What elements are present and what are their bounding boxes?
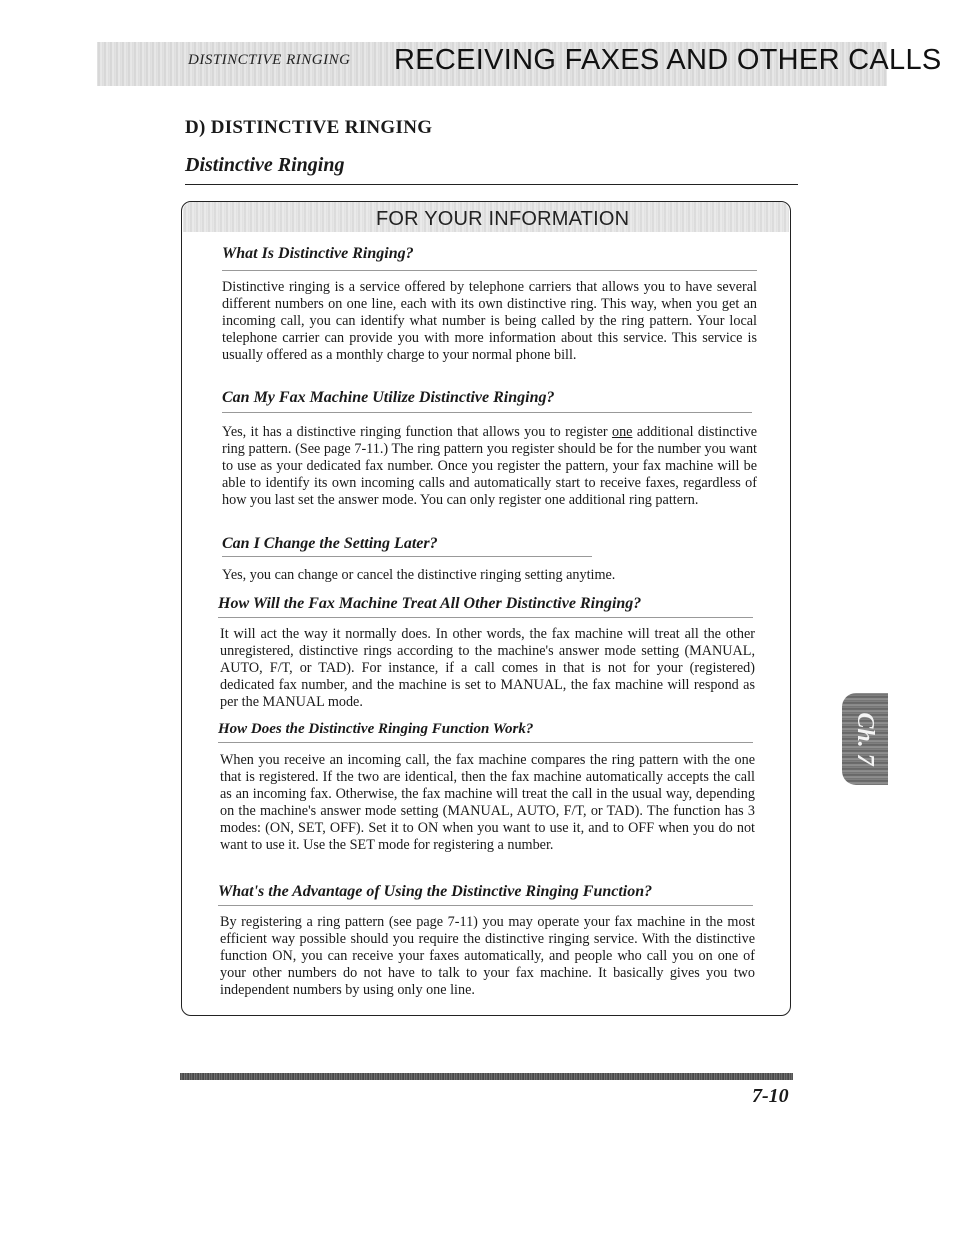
faq-rule bbox=[218, 617, 753, 618]
faq-rule bbox=[222, 412, 752, 413]
faq-rule bbox=[222, 556, 592, 557]
faq-question: What Is Distinctive Ringing? bbox=[222, 245, 414, 262]
chapter-title: RECEIVING FAXES AND OTHER CALLS bbox=[394, 44, 942, 76]
page-number: 7-10 bbox=[752, 1085, 789, 1107]
faq-answer: Distinctive ringing is a service offered by telephone carriers that allows you to have several different numbers on one line, each with its own distinctive ring. This way, when you get an incoming call, you can identify what number is being called by the ring pattern. Your local telephone carrier can provide you with more information about this service. This service is usually offered as a monthly charge to your normal phone bill. bbox=[222, 279, 757, 363]
faq-answer-part: Yes, it has a distinctive ringing function that allows you to register bbox=[222, 424, 612, 440]
faq-answer: Yes, you can change or cancel the distinctive ringing setting anytime. bbox=[222, 567, 616, 583]
info-box-title: FOR YOUR INFORMATION bbox=[376, 208, 630, 230]
faq-rule bbox=[218, 905, 753, 906]
chapter-tab-label: Ch. 7 bbox=[852, 712, 879, 766]
sub-heading: Distinctive Ringing bbox=[185, 154, 345, 176]
faq-question: What's the Advantage of Using the Distinctive Ringing Function? bbox=[218, 883, 653, 900]
faq-question: How Will the Fax Machine Treat All Other Distinctive Ringing? bbox=[218, 595, 642, 612]
faq-rule bbox=[222, 270, 757, 271]
faq-question: How Does the Distinctive Ringing Function Work? bbox=[218, 721, 534, 737]
faq-rule bbox=[218, 742, 753, 743]
sub-heading-rule bbox=[185, 184, 798, 185]
footer-bar bbox=[180, 1073, 793, 1080]
faq-answer-part: additional distinctive ring pattern. (See page 7-11.) The ring pattern you register should be for the number you want to use as your dedicated fax number. Once you register the pattern, your fax machine will be able to identify its own incoming calls and automatically start to receive faxes, regardless of how you last set the answer mode. You can only register one additional ring pattern. bbox=[222, 424, 757, 508]
faq-answer bbox=[222, 424, 757, 509]
faq-answer: It will act the way it normally does. In other words, the fax machine will treat all the other unregistered, distinctive rings according to the machine's answer mode setting (MANUAL, AUTO, F/T, or TAD). For instance, if a call comes in that is not for your (registered) dedicated fax number, and the machine is set to MANUAL, the fax machine will respond as per the MANUAL mode. bbox=[220, 626, 755, 710]
section-heading: D) DISTINCTIVE RINGING bbox=[185, 117, 433, 138]
faq-answer: When you receive an incoming call, the fax machine compares the ring pattern with the one that is registered. If the two are identical, then the fax machine automatically accepts the call as an incoming fax. Otherwise, the fax machine will treat the call in the usual way, depending on the machine's answer mode setting (MANUAL, AUTO, F/T, or TAD). The function has 3 modes: (ON, SET, OFF). Set it to ON when you want to use it, and to OFF when you do not want to use it. Use the SET mode for registering a number. bbox=[220, 752, 755, 853]
header-section-label: DISTINCTIVE RINGING bbox=[188, 52, 351, 68]
faq-question: Can My Fax Machine Utilize Distinctive Ringing? bbox=[222, 389, 555, 406]
faq-answer-emphasis: one bbox=[611, 424, 633, 440]
faq-question: Can I Change the Setting Later? bbox=[222, 535, 438, 552]
faq-answer: By registering a ring pattern (see page 7-11) you may operate your fax machine in the most efficient way possible should you require the distinctive ringing service. With the distinctive function ON, you can receive your faxes automatically, and people who call you on one of your other numbers do not have to talk to your fax machine. It basically gives you two independent numbers by using only one line. bbox=[220, 914, 755, 998]
